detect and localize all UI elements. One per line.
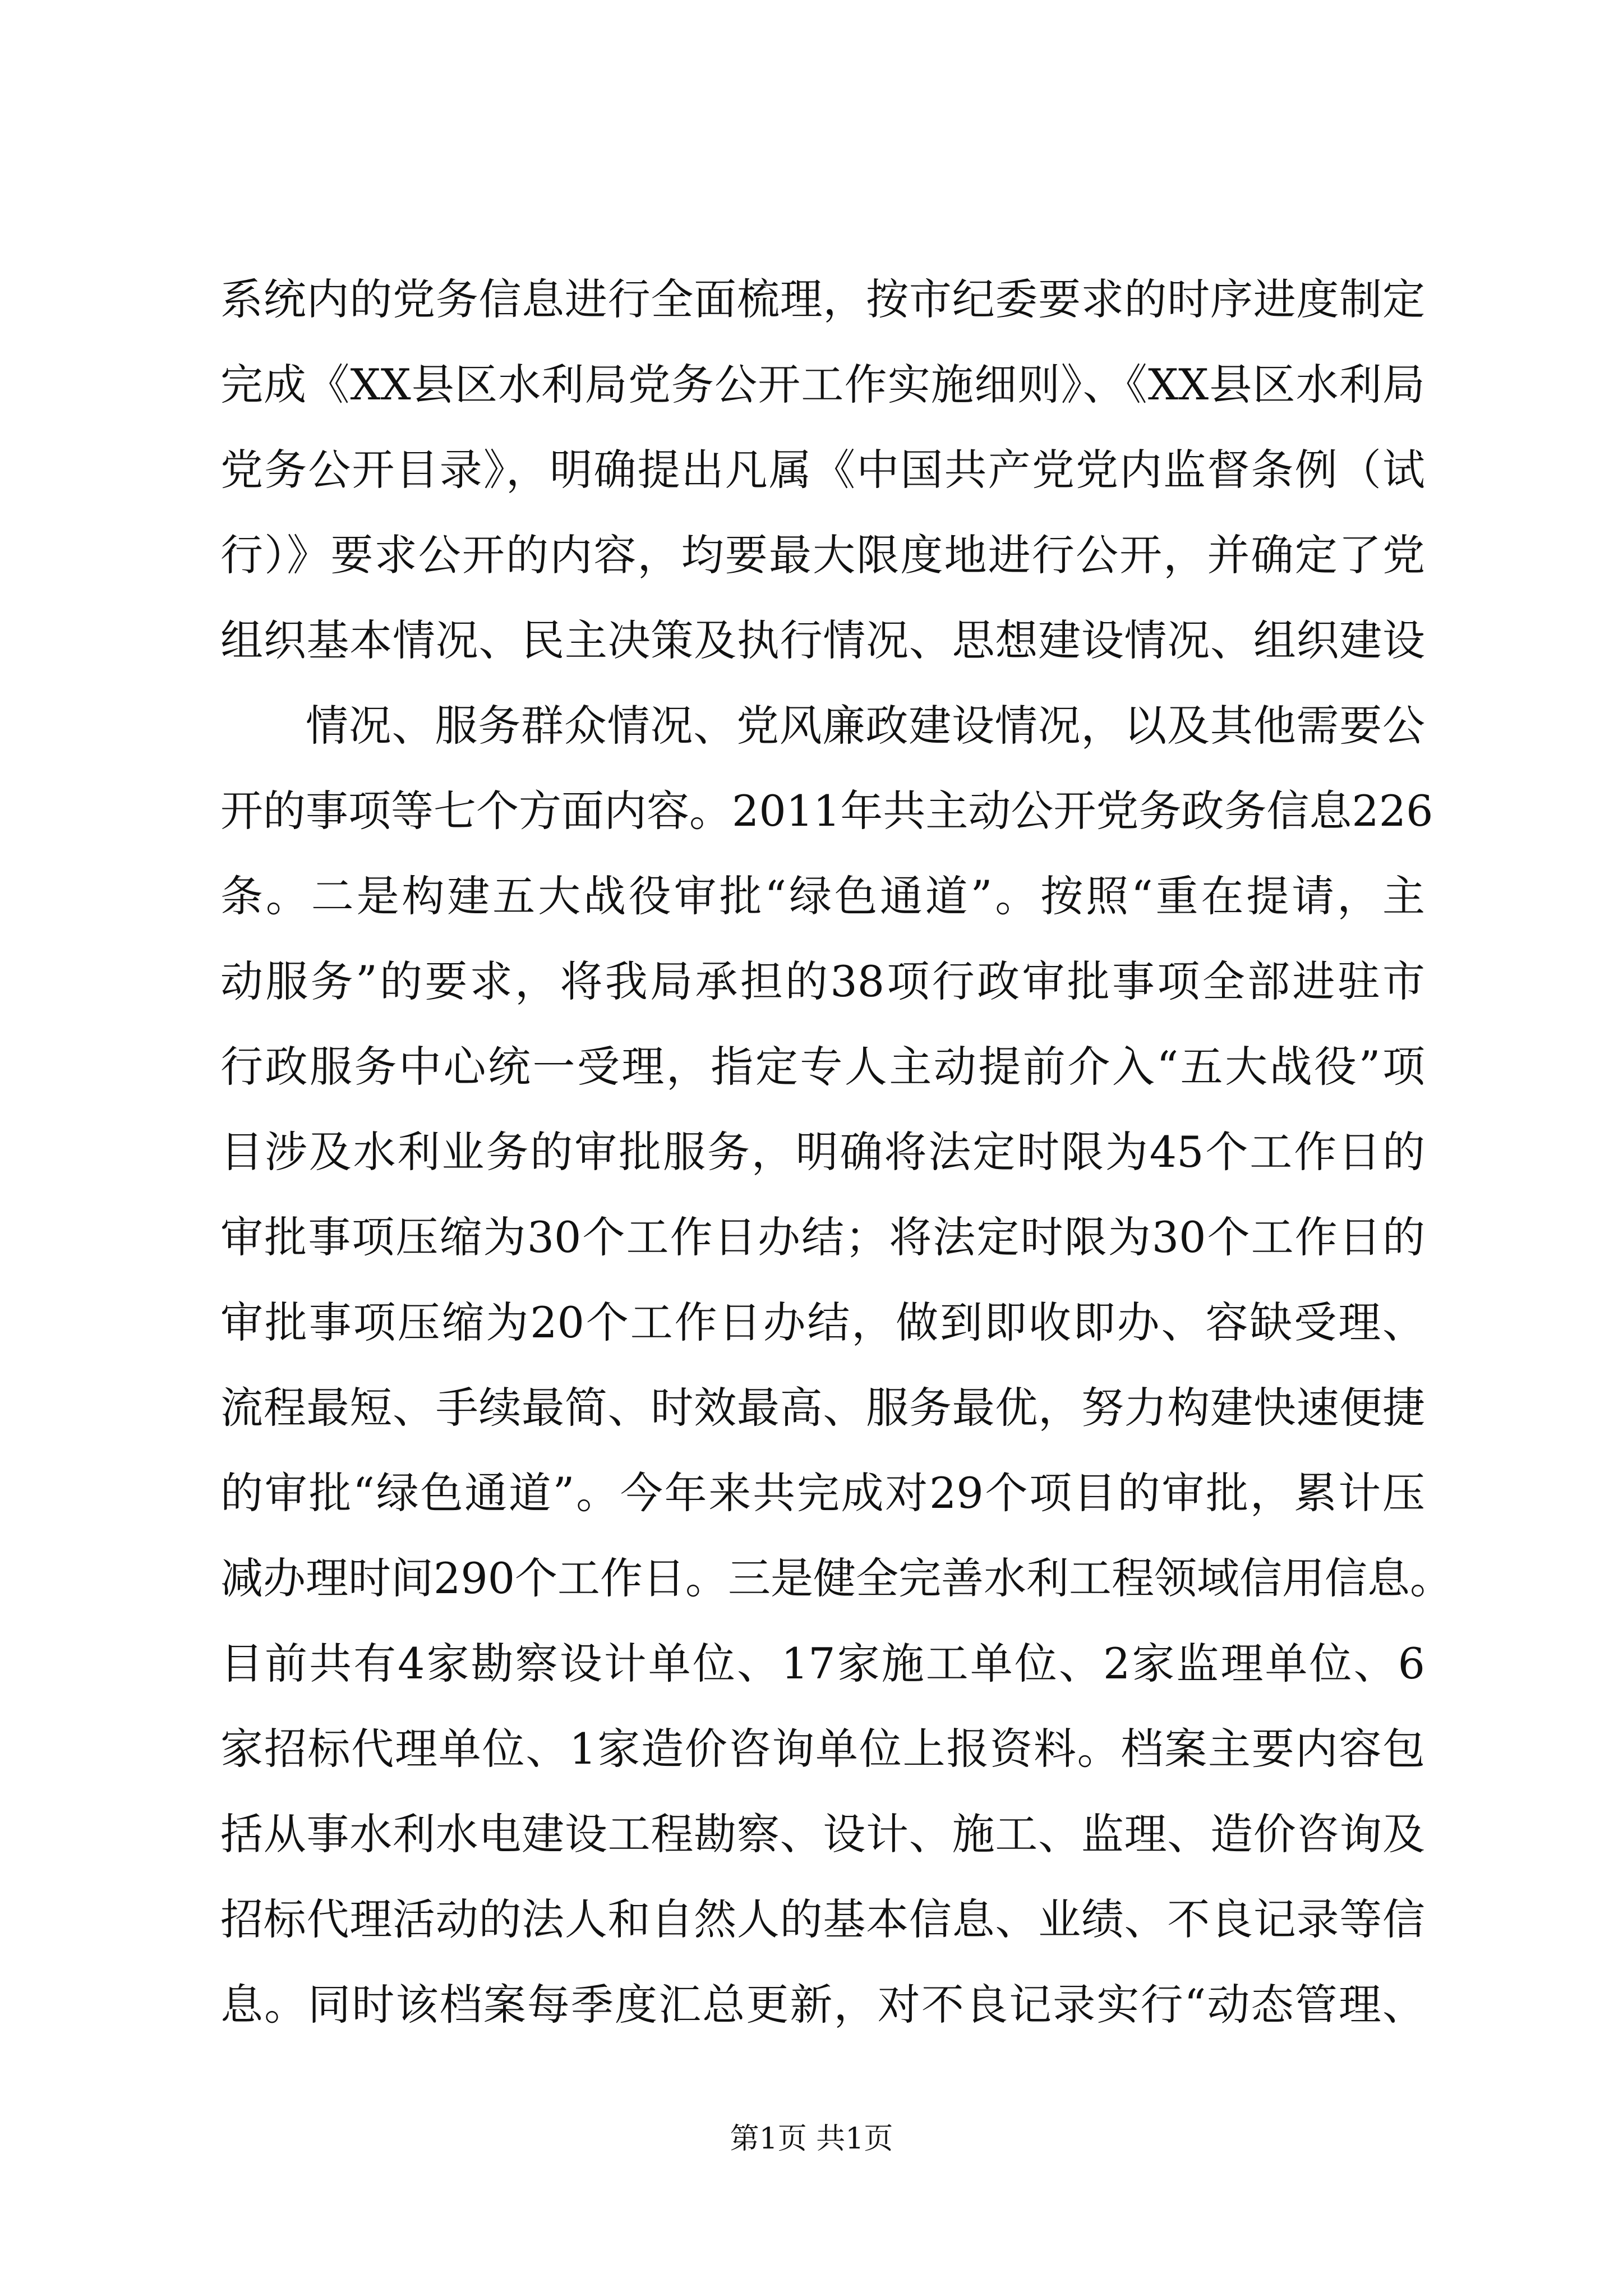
text-line: 开的事项等七个方面内容。2011年共主动公开党务政务信息226 [220, 786, 1433, 836]
text-line-indented: 情况、服务群众情况、党风廉政建设情况，以及其他需要公 [306, 701, 1425, 751]
text-line: 流程最短、手续最简、时效最高、服务最优，努力构建快速便捷 [220, 1383, 1425, 1433]
text-line: 目前共有4家勘察设计单位、17家施工单位、2家监理单位、6 [220, 1639, 1425, 1688]
text-line: 行政服务中心统一受理，指定专人主动提前介入“五大战役”项 [220, 1042, 1425, 1092]
text-line: 系统内的党务信息进行全面梳理，按市纪委要求的时序进度制定 [220, 274, 1425, 324]
text-line: 招标代理活动的法人和自然人的基本信息、业绩、不良记录等信 [220, 1894, 1425, 1944]
text-line: 的审批“绿色通道”。今年来共完成对29个项目的审批，累计压 [220, 1468, 1425, 1518]
text-line: 括从事水利水电建设工程勘察、设计、施工、监理、造价咨询及 [220, 1809, 1425, 1859]
text-line: 息。同时该档案每季度汇总更新，对不良记录实行“动态管理、 [220, 1980, 1425, 2030]
body-text [220, 257, 1453, 2047]
text-line: 条。二是构建五大战役审批“绿色通道”。按照“重在提请，主 [220, 871, 1425, 921]
text-line: 减办理时间290个工作日。三是健全完善水利工程领域信用信息。 [220, 1553, 1453, 1603]
text-line: 完成《XX县区水利局党务公开工作实施细则》、《XX县区水利局 [220, 360, 1425, 409]
text-line: 行）》要求公开的内容，均要最大限度地进行公开，并确定了党 [220, 530, 1425, 580]
text-line: 审批事项压缩为30个工作日办结；将法定时限为30个工作日的 [220, 1212, 1425, 1262]
page-number-footer: 第1页 共1页 [730, 2122, 893, 2156]
text-line: 目涉及水利业务的审批服务，明确将法定时限为45个工作日的 [220, 1127, 1425, 1177]
text-line: 审批事项压缩为20个工作日办结，做到即收即办、容缺受理、 [220, 1297, 1425, 1347]
text-line: 组织基本情况、民主决策及执行情况、思想建设情况、组织建设 [220, 615, 1425, 665]
text-line: 动服务”的要求，将我局承担的38项行政审批事项全部进驻市 [220, 956, 1425, 1006]
text-line: 家招标代理单位、1家造价咨询单位上报资料。档案主要内容包 [220, 1724, 1425, 1774]
text-line: 党务公开目录》，明确提出凡属《中国共产党党内监督条例（试 [220, 445, 1425, 495]
